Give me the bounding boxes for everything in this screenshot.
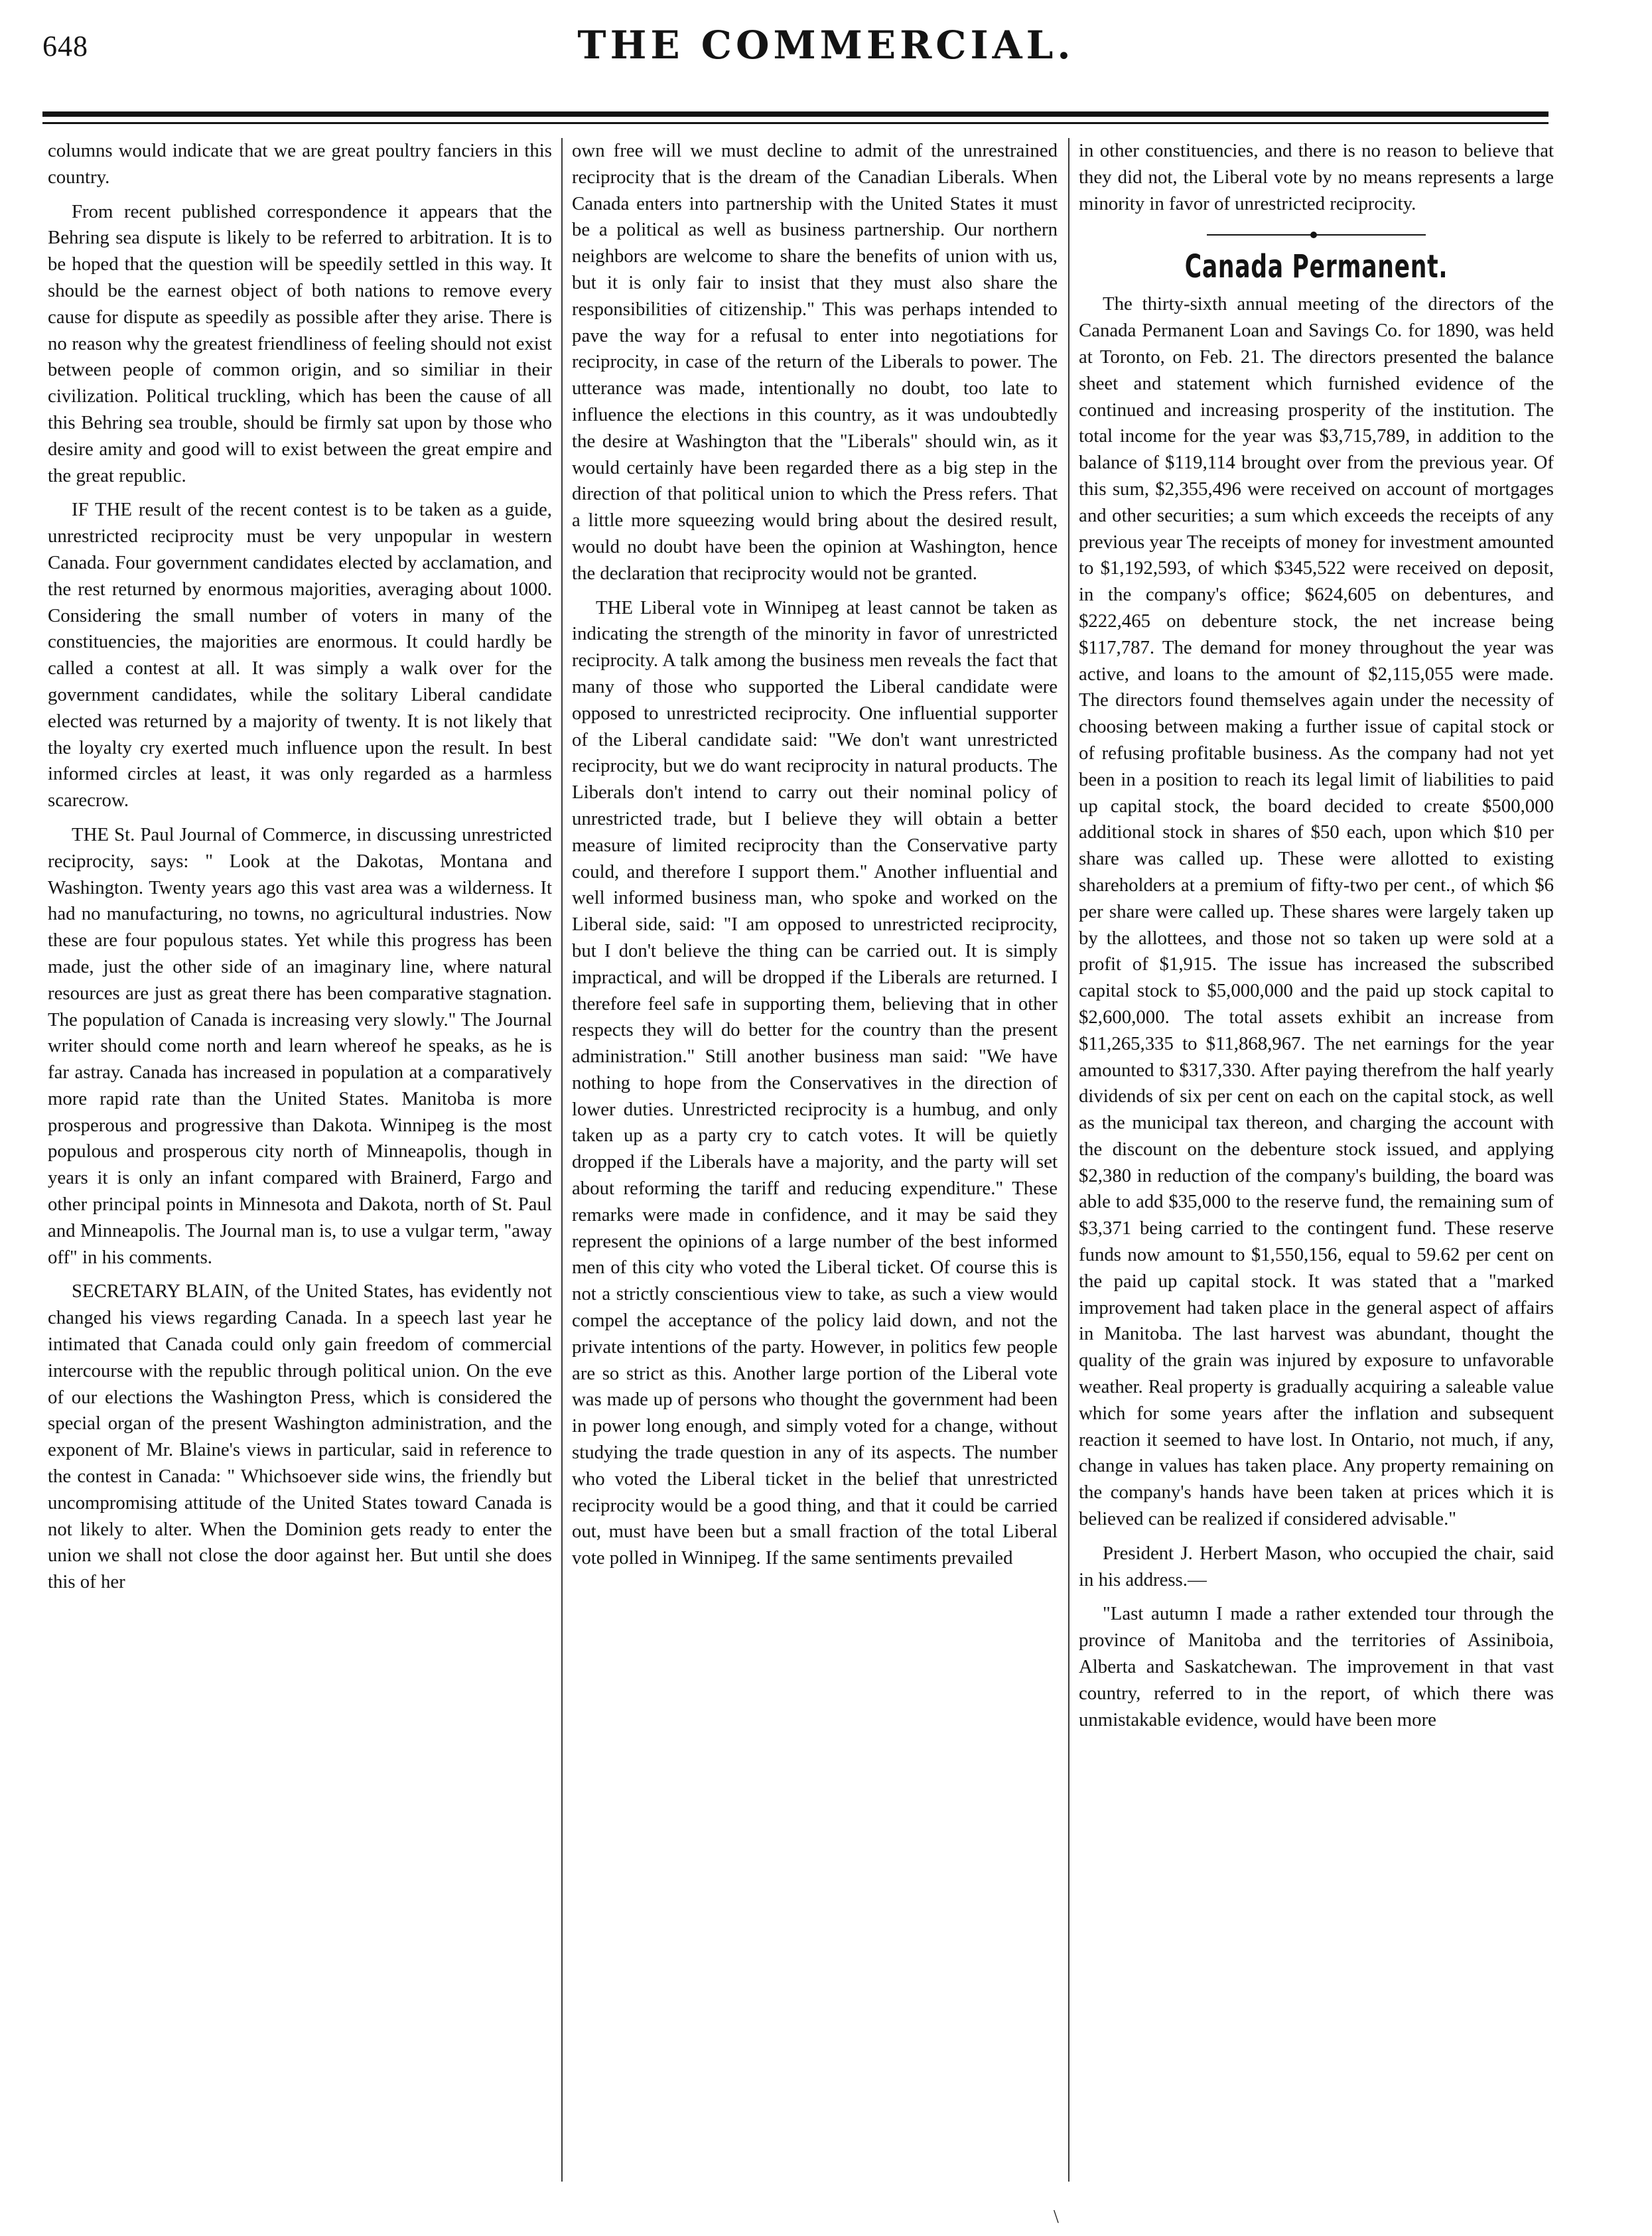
paragraph: own free will we must decline to admit of the unrestrained reciprocity that is the dream of the Canadian Liberals. When Canada enters into partnership with the United States it must be a political as well as business partnership. Our northern neighbors are welcome to share the benefits of union with us, but it is only fair to insist that they must also share the responsibilities of citizenship." This was perhaps intended to pave the way for a refusal to enter into negotiations for reciprocity, in case of the return of the Liberals to power. The utterance was made, intentionally no doubt, too late to influence the elections in this country, as it was undoubtedly the desire at Washington that the "Liberals" should win, as it would certainly have been regarded there as a big step in the direction of that political union to which the Press refers. That a little more squeezing would bring about the desired result, would no doubt have been the opinion at Washington, hence the declaration that reciprocity would not be granted.	[572, 140, 1058, 584]
section-heading: Canada Permanent.	[1184, 248, 1448, 286]
print-mark: \	[1054, 2207, 1059, 2227]
paragraph: columns would indicate that we are great poultry fanciers in this country.	[48, 140, 552, 188]
column-divider	[561, 138, 563, 2182]
article-column-3	[1079, 138, 1554, 2188]
paragraph: The thirty-sixth annual meeting of the directors of the Canada Permanent Loan and Savings Co. for 1890, was held at Toronto, on Feb. 21. The directors presented the balance sheet and statement which furnished evidence of the continued and increasing prosperity of the institution. The total income for the year was $3,715,789, in addition to the balance of $119,114 brought over from the previous year. Of this sum, $2,355,496 were received on account of mortgages and other securities; a sum which exceeds the receipts of any previous year The receipts of money for investment amounted to $1,192,593, of which $345,522 were received on deposit, in the company's office; $624,605 on debentures, and $222,465 on debenture stock, the net increase being $117,787. The demand for money throughout the year was active, and loans to the amount of $2,115,055 were made. The directors found themselves again under the necessity of choosing between making a further issue of capital stock or of refusing profitable business. As the company had not yet been in a position to reach its legal limit of liabilities to paid up capital stock, the board decided to create $500,000 additional stock in shares of $50 each, upon which $10 per share was called up. These were allotted to existing shareholders at a premium of fifty-two per cent., of which $6 per share were called up. These shares were largely taken up by the allottees, and those not so taken up were sold at a profit of $1,915. The issue has increased the subscribed capital stock to $5,000,000 and the paid up stock capital to $2,600,000. The total assets exhibit an increase from $11,265,335 to $11,868,967. The net earnings for the year amounted to $317,330. After paying therefrom the half yearly dividends of six per cent on each on the capital stock, as well as the municipal tax thereon, and charging the account with the discount on the debenture stock issued, and applying $2,380 in reduction of the company's building, the board was able to add $35,000 to the reserve fund, the remaining sum of $3,371 being carried to the contingent fund. These reserve funds now amount to $1,550,156, equal to 59.62 per cent on the paid up capital stock. It was stated that a "marked improvement had taken place in the general aspect of affairs in Manitoba. The last harvest was abundant, thought the quality of the grain was injured by exposure to unfavorable weather. Real property is gradually acquiring a saleable value which for some years after the inflation and subsequent reaction it seemed to have lost. In Ontario, not much, if any, change in values has taken place. Any property remaining on the company's hands have been taken at prices which it is believed can be realized if considered advisable."	[1079, 293, 1554, 1530]
paragraph: SECRETARY BLAIN, of the United States, has evidently not changed his views regarding Canada. In a speech last year he intimated that Canada could only gain freedom of commercial intercourse with the republic through political union. On the eve of our elections the Washington Press, which is considered the special organ of the present Washington administration, and the exponent of Mr. Blaine's views in particular, said in reference to the contest in Canada: " Whichsoever side wins, the friendly but uncompromising attitude of the United States toward Canada is not likely to alter. When the Dominion gets ready to enter the union we shall not close the door against her. But until she does this of her	[48, 1281, 552, 1593]
paragraph: THE Liberal vote in Winnipeg at least cannot be taken as indicating the strength of the minority in favor of unrestricted reciprocity. A talk among the business men reveals the fact that many of those who supported the Liberal candidate were opposed to unrestricted reciprocity. One influential supporter of the Liberal candidate said: "We don't want unrestricted reciprocity, but we do want reciprocity in natural products. The Liberals don't intend to carry out their nominal policy of unrestricted trade, but I believe they will obtain a better measure of limited reciprocity than the Conservative party could, and therefore I support them." Another influential and well informed business man, who spoke and worked on the Liberal side, said: "I am opposed to unrestricted reciprocity, but I don't believe the thing can be carried out. It is simply impractical, and will be dropped if the Liberals are returned. I therefore feel safe in supporting them, believing that in other respects they will do better for the country than the present administration." Still another business man said: "We have nothing to hope from the Conservatives in the direction of lower duties. Unrestricted reciprocity is a humbug, and only taken up as a party cry to catch votes. It will be quietly dropped if the Liberals have a majority, and the party will set about reforming the tariff and reducing expenditure." These remarks were made in confidence, and it may be said they represent the opinions of a large number of the best informed men of this city who voted the Liberal ticket. Of course this is not a strictly conscientious view to take, as such a view would compel the acceptance of the policy laid down, and not the private intentions of the party. However, in politics few people are so strict as this. Another large portion of the Liberal vote was made up of persons who thought the government had been in power long enough, and simply voted for a change, without studying the trade question in any of its aspects. The number who voted the Liberal ticket in the belief that unrestricted reciprocity would be a good thing, and that it could be carried out, must have been but a small fraction of the total Liberal vote polled in Winnipeg. If the same sentiments prevailed	[572, 596, 1058, 1569]
paragraph: IF THE result of the recent contest is to be taken as a guide, unrestricted reciprocity must be very unpopular in western Canada. Four government candidates elected by acclamation, and the rest returned by enormous majorities, averaging about 1000. Considering the small number of voters in many of the constituencies, the majorities are enormous. It could hardly be called a contest at all. It was simply a walk over for the government candidates, while the solitary Liberal candidate elected was returned by a majority of twenty. It is not likely that the loyalty cry exerted much influence upon the result. In best informed circles at least, it was only regarded as a harmless scarecrow.	[48, 499, 552, 811]
column-divider	[1068, 138, 1069, 2182]
header-rule-thin	[42, 122, 1549, 124]
paragraph: "Last autumn I made a rather extended tour through the province of Manitoba and the territories of Assiniboia, Alberta and Saskatchewan. The improvement in that vast country, referred to in the report, of which there was unmistakable evidence, would have been more	[1079, 1603, 1554, 1730]
article-column-2	[572, 138, 1058, 2188]
article-column-1	[48, 138, 552, 2188]
page-number: 648	[42, 30, 88, 62]
paragraph: THE St. Paul Journal of Commerce, in discussing unrestricted reciprocity, says: " Look at the Dakotas, Montana and Washington. Twenty years ago this vast area was a wilderness. It had no manufacturing, no towns, no agricultural industries. Now these are four populous states. Yet while this progress has been made, just the other side of an imaginary line, where natural resources are just as great there has been comparative stagnation. The population of Canada is increasing very slowly." The Journal writer should come north and learn whereof he speaks, as he is far astray. Canada has increased in population at a comparatively more rapid rate than the United States. Manitoba is more prosperous and progressive than Dakota. Winnipeg is the most populous and prosperous city north of Minneapolis, though in years it is only an infant compared with Brainerd, Fargo and other principal points in Minnesota and Dakota, north of St. Paul and Minneapolis. The Journal man is, to use a vulgar term, "away off" in his comments.	[48, 823, 552, 1268]
paragraph: From recent published correspondence it appears that the Behring sea dispute is likely to be referred to arbitration. It is to be hoped that the question will be speedily settled in this way. It should be the earnest object of both nations to remove every cause for dispute as speedily as possible after they arise. There is no reason why the greatest friendliness of feeling should not exist between people of common origin, and so similiar in their civilization. Political truckling, which has been the cause of all this Behring sea trouble, should be firmly sat upon by those who desire amity and good will to exist between the great empire and the great republic.	[48, 200, 552, 486]
publication-title: THE COMMERCIAL.	[577, 23, 1075, 68]
paragraph: in other constituencies, and there is no reason to believe that they did not, the Liberal vote by no means represents a large minority in favor of unrestricted reciprocity.	[1079, 140, 1554, 214]
paragraph: President J. Herbert Mason, who occupied the chair, said in his address.—	[1079, 1542, 1554, 1590]
section-separator	[1207, 232, 1426, 238]
header-rule-thick	[42, 111, 1549, 117]
